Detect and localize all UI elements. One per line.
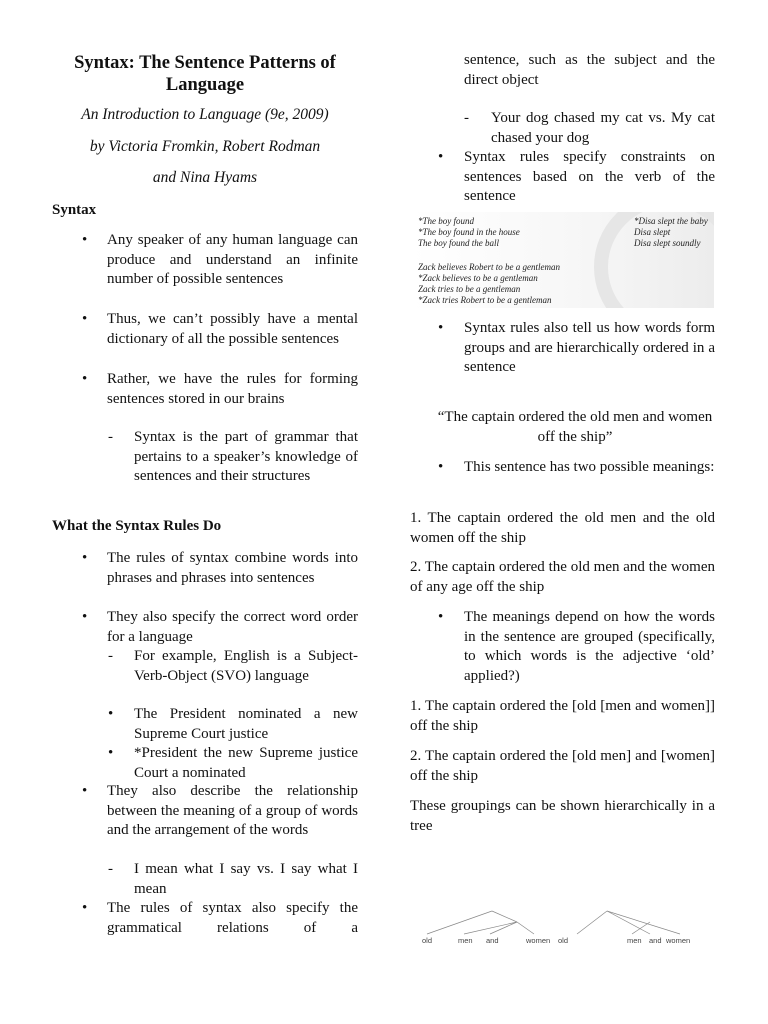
figure-line: Zack believes Robert to be a gentleman [418,262,560,272]
example-quote: “The captain ordered the old men and women off the ship” [437,409,713,445]
figure-line: *The boy found [418,216,474,226]
figure-line: *Disa slept the baby [634,216,708,226]
tree-label: old [558,936,569,945]
section-heading-syntax: Syntax [52,202,97,218]
section-heading-rules: What the Syntax Rules Do [52,518,222,534]
tree-intro: These groupings can be shown hierarchically in a tree [410,798,715,834]
meaning-1: 1. The captain ordered the old men and the old women off the ship [410,510,715,546]
tree-label: men [458,936,473,945]
figure-line: Disa slept [634,227,671,237]
syntax-tree-diagram [412,908,702,948]
tree-label: women [526,936,551,945]
figure-line: The boy found the ball [418,238,499,248]
figure-line: Disa slept soundly [634,238,701,248]
meaning-2: 2. The captain ordered the old men and the women of any age off the ship [410,559,715,595]
document-title: Syntax: The Sentence Patterns of Language [74,53,336,95]
verb-constraints-figure [412,212,714,308]
authors-line-1: by Victoria Fromkin, Robert Rodman [89,138,321,155]
figure-line: *Zack tries Robert to be a gentleman [418,295,552,305]
tree-label: and [649,936,662,945]
figure-line: Zack tries to be a gentleman [418,284,521,294]
tree-label: women [666,936,691,945]
tree-label: men [627,936,642,945]
tree-label: old [422,936,433,945]
grouping-2: 2. The captain ordered the [old men] and [women] off the ship [410,748,715,784]
continued-text: sentence, such as the subject and the direct object [464,52,715,88]
grouping-1: 1. The captain ordered the [old [men and women]] off the ship [410,698,715,734]
authors-line-2: and Nina Hyams [152,169,258,186]
figure-line: *The boy found in the house [418,227,520,237]
tree-label: and [486,936,499,945]
book-citation: An Introduction to Language (9e, 2009) [81,106,329,123]
figure-line: *Zack believes to be a gentleman [418,273,538,283]
